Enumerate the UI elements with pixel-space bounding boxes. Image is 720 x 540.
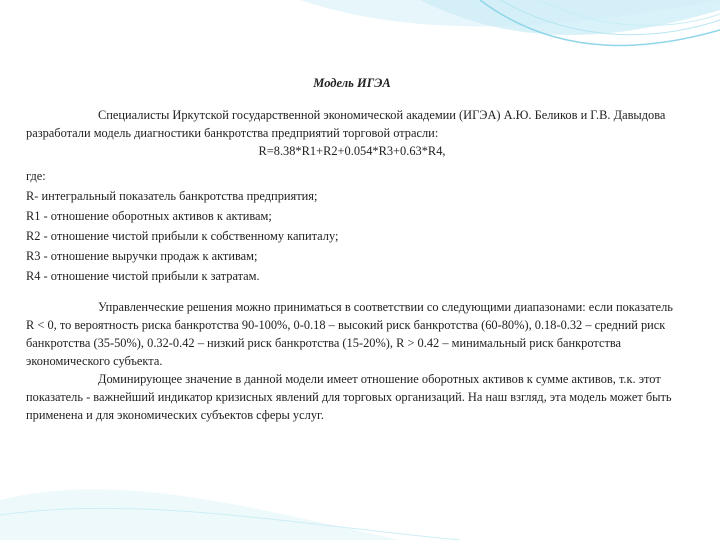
definition-r4: R4 - отношение чистой прибыли к затратам. <box>26 269 260 283</box>
definition-r1: R1 - отношение оборотных активов к активам; <box>26 209 272 223</box>
decisions-paragraph: Управленческие решения можно приниматься в соответствии со следующими диапазонами: если показатель R < 0, то вероятность риска банкротства 90-100%, 0-0.18 – высокий риск банкротства (60-80%), 0.18-0.32 – средний риск банкротства (35-50%), 0.32-0.42 – низкий риск банкротства (15-20%), R > 0.42 – минимальный риск банкротства экономического субъекта. <box>26 300 673 368</box>
where-label: где: <box>26 169 46 183</box>
definition-r2: R2 - отношение чистой прибыли к собственному капиталу; <box>26 229 339 243</box>
definition-r: R- интегральный показатель банкротства предприятия; <box>26 189 318 203</box>
slide-content <box>26 74 678 424</box>
slide-title: Модель ИГЭА <box>313 76 391 90</box>
intro-paragraph: Специалисты Иркутской государственной экономической академии (ИГЭА) А.Ю. Беликов и Г.В. Давыдова разработали модель диагностики банкротства предприятий торговой отрасли: <box>26 108 666 140</box>
definition-r3: R3 - отношение выручки продаж к активам; <box>26 249 258 263</box>
formula: R=8.38*R1+R2+0.054*R3+0.63*R4, <box>258 144 446 158</box>
conclusion-paragraph: Доминирующее значение в данной модели имеет отношение оборотных активов к сумме активов, т.к. этот показатель - важнейший индикатор кризисных явлений для торговых организаций. На наш взгляд, эта модель может быть применена и для экономических субъектов сферы услуг. <box>26 372 672 422</box>
